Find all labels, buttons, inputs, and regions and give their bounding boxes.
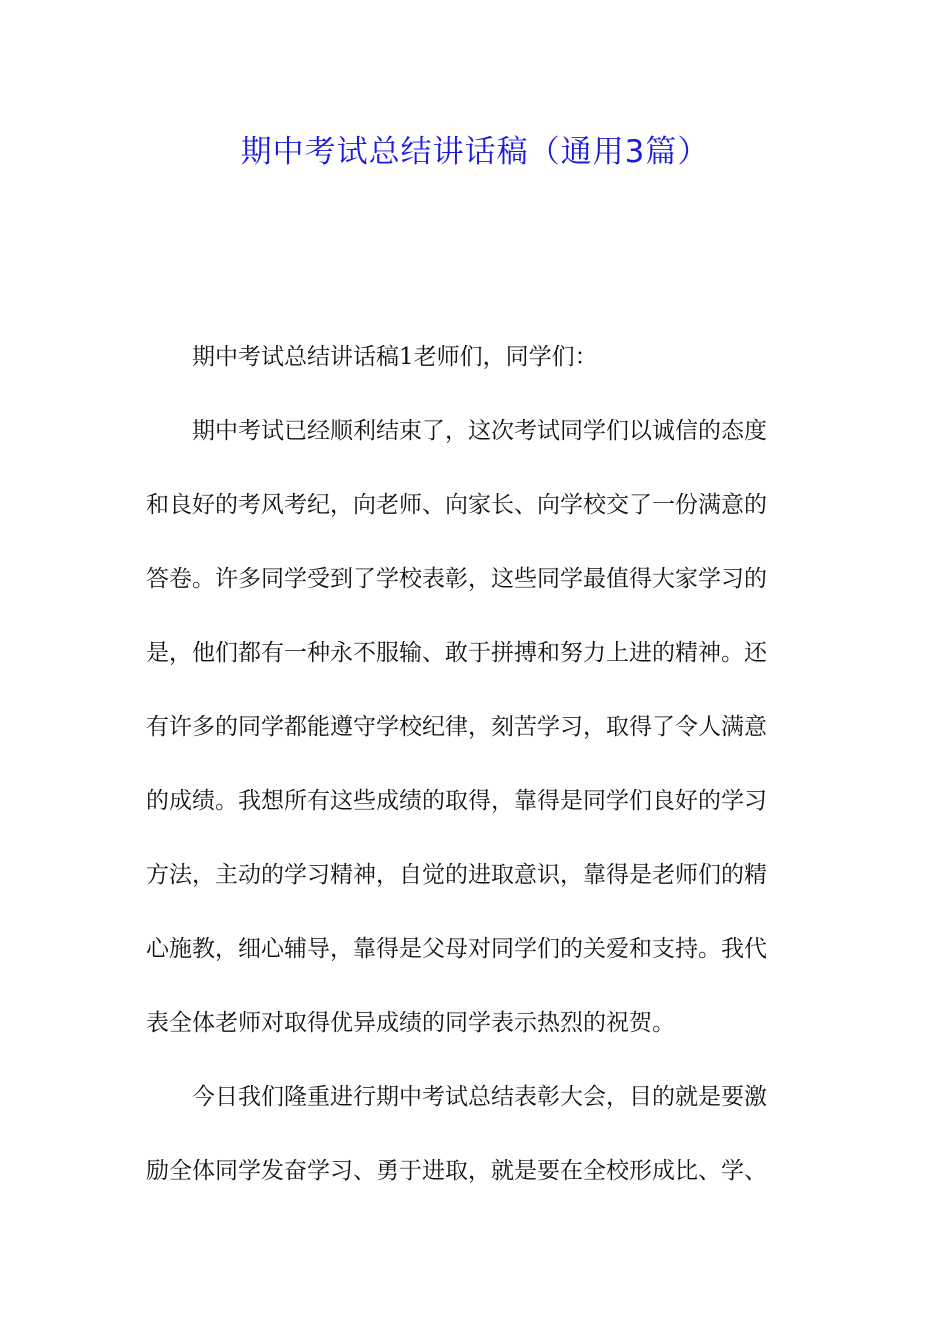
paragraph-line: 期中考试已经顺利结束了，这次考试同学们以诚信的态度 <box>192 418 767 444</box>
paragraph-line: 今日我们隆重进行期中考试总结表彰大会，目的就是要激 <box>192 1084 767 1110</box>
paragraph-line: 有许多的同学都能遵守学校纪律，刻苦学习，取得了令人满意 <box>146 714 767 740</box>
paragraph-line: 表全体老师对取得优异成绩的同学表示热烈的祝贺。 <box>146 1010 675 1036</box>
paragraph-line: 励全体同学发奋学习、勇于进取，就是要在全校形成比、学、 <box>146 1158 767 1184</box>
paragraph-line: 和良好的考风考纪，向老师、向家长、向学校交了一份满意的 <box>146 492 767 518</box>
paragraph-line: 期中考试总结讲话稿1老师们，同学们： <box>192 344 598 370</box>
paragraph-line: 的成绩。我想所有这些成绩的取得，靠得是同学们良好的学习 <box>146 788 767 814</box>
paragraph-line: 心施教，细心辅导，靠得是父母对同学们的关爱和支持。我代 <box>146 936 767 962</box>
paragraph-1 <box>146 338 806 412</box>
paragraph-line: 答卷。许多同学受到了学校表彰，这些同学最值得大家学习的 <box>146 566 767 592</box>
paragraph-line: 是，他们都有一种永不服输、敢于拼搏和努力上进的精神。还 <box>146 640 767 666</box>
paragraph-2 <box>146 412 806 1078</box>
paragraph-3 <box>146 1078 806 1226</box>
document-body <box>146 338 806 1226</box>
document-title: 期中考试总结讲话稿（通用3篇） <box>240 134 710 170</box>
paragraph-line: 方法，主动的学习精神，自觉的进取意识，靠得是老师们的精 <box>146 862 767 888</box>
